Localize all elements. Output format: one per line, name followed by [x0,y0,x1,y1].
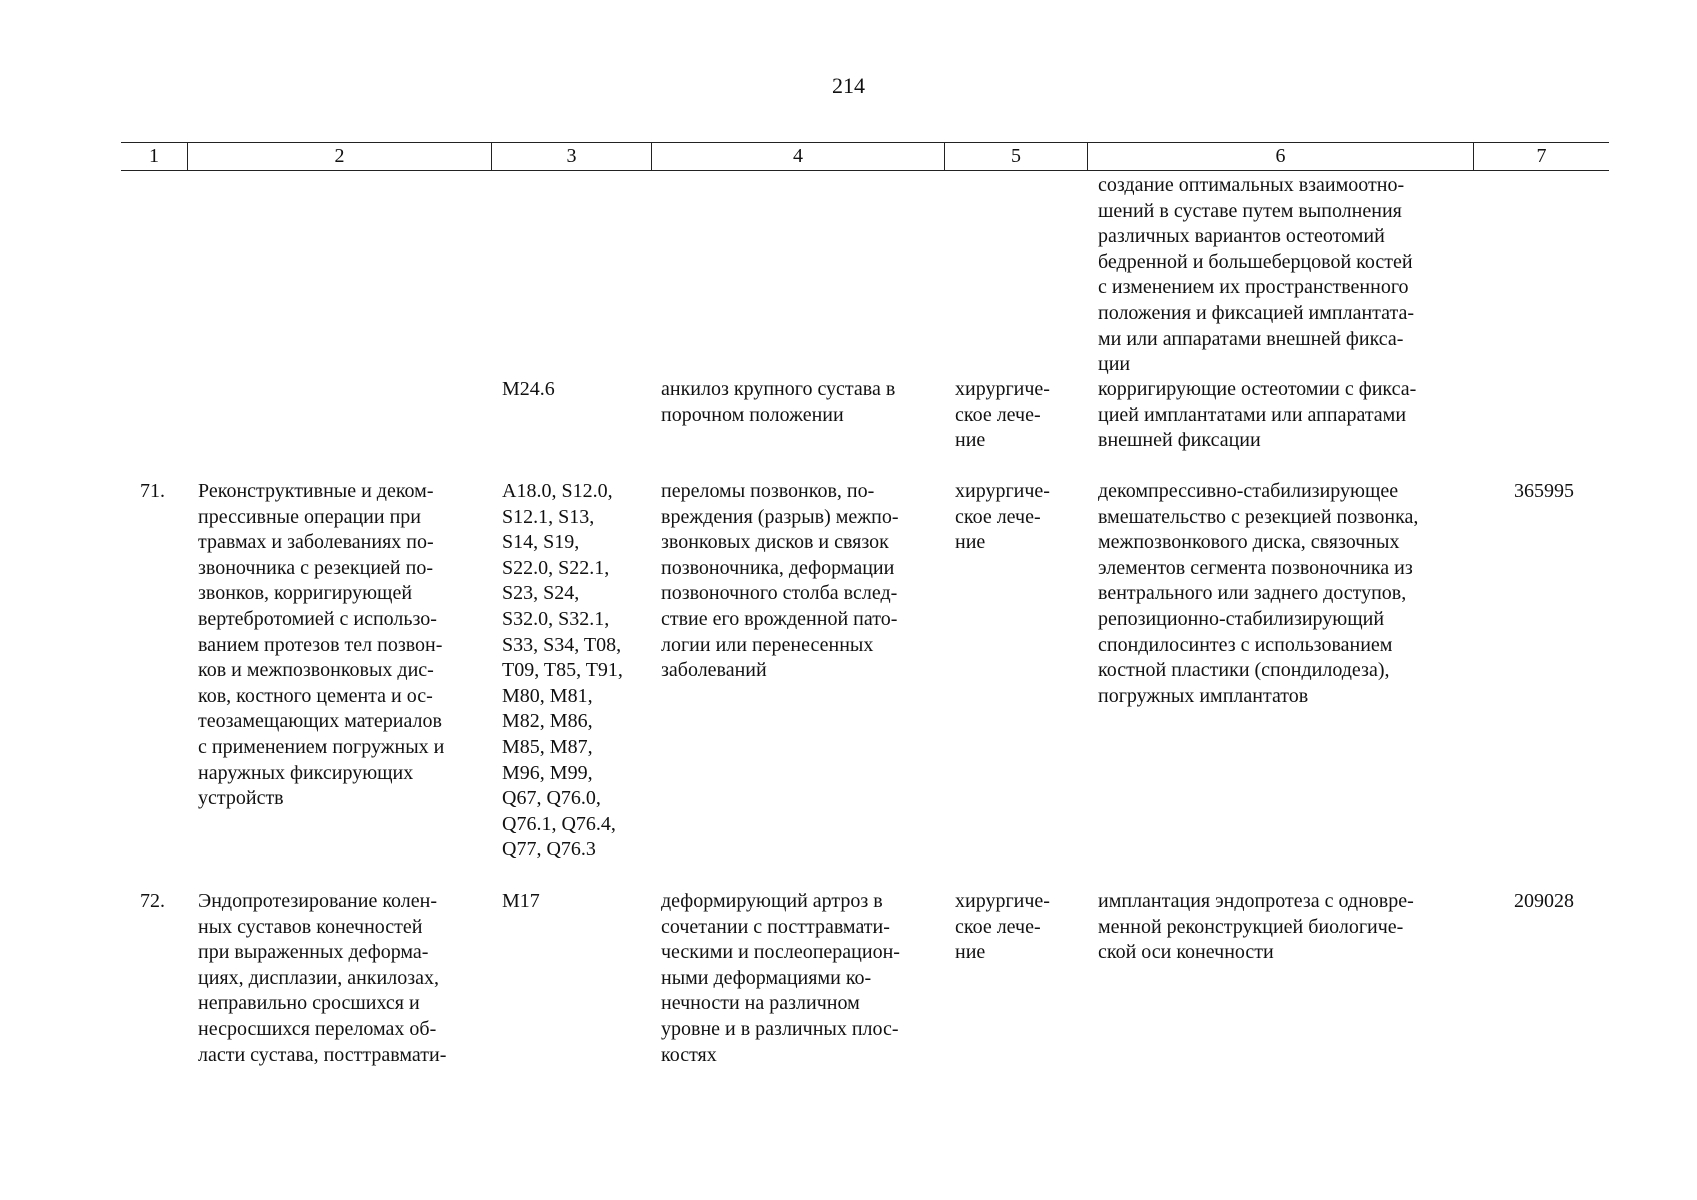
row-72-name [198,889,481,1068]
column-header-5: 5 [945,143,1088,170]
text-line: M96, M99, [502,761,593,784]
text-line: теозамещающих материалов [198,710,442,733]
text-line: ванием протезов тел позвон- [198,633,443,656]
row-m246-method [1098,377,1460,454]
text-line: звоночника с резекцией по- [198,556,433,579]
text-line: декомпрессивно-стабилизирующее [1098,480,1399,502]
row-72-treatment [955,889,1077,966]
text-line: внешней фиксации [1098,429,1261,452]
text-line: неправильно сросшихся и [198,992,420,1015]
column-header-6: 6 [1088,143,1474,170]
text-line: хирургиче- [955,480,1050,502]
text-line: S14, S19, [502,531,580,554]
text-line: менной реконструкцией биологиче- [1098,915,1404,938]
text-line: ское лече- [955,505,1041,528]
text-line: Q77, Q76.3 [502,838,596,861]
text-line: T09, T85, T91, [502,659,623,682]
text-line: ствие его врожденной пато- [661,607,898,630]
text-line: вентрального или заднего доступов, [1098,582,1407,605]
text-line: Q76.1, Q76.4, [502,812,616,835]
text-line: нечности на различном [661,992,860,1015]
text-line: S33, S34, T08, [502,633,622,656]
text-line: позвоночного столба вслед- [661,582,898,605]
text-line: M17 [502,890,540,912]
text-line: S12.1, S13, [502,505,595,528]
text-line: различных вариантов остеотомий [1098,225,1385,248]
row-71-number: 71. [140,480,165,502]
text-line: M82, M86, [502,710,593,733]
text-line: прессивные операции при [198,505,421,528]
text-line: ции [1098,353,1131,376]
row-72-model [661,889,934,1068]
text-line: M80, M81, [502,684,593,707]
text-line: звонков, корригирующей [198,582,413,605]
row-71-treatment [955,479,1077,556]
text-line: M85, M87, [502,735,593,758]
row-72-cost: 209028 [1514,890,1574,912]
column-header-1: 1 [121,143,188,170]
text-line: Реконструктивные и деком- [198,480,434,502]
text-line: A18.0, S12.0, [502,480,613,502]
row-m246-codes [502,377,642,403]
row-m246-treatment [955,377,1077,454]
text-line: вреждения (разрыв) межпо- [661,505,899,528]
text-line: ское лече- [955,403,1041,426]
text-line: устройств [198,787,284,810]
text-line: с изменением их пространственного [1098,276,1409,299]
text-line: вертебротомией с использо- [198,607,437,630]
text-line: заболеваний [661,659,767,682]
text-line: переломы позвонков, по- [661,480,875,502]
text-line: бедренной и большеберцовой костей [1098,250,1413,273]
text-line: ние [955,941,986,964]
text-line: S23, S24, [502,582,580,605]
text-line: логии или перенесенных [661,633,874,656]
row-72-codes [502,889,640,915]
text-line: ласти сустава, посттравмати- [198,1043,447,1066]
text-line: ние [955,531,986,554]
row-m246-model [661,377,934,428]
text-line: шений в суставе путем выполнения [1098,199,1402,222]
text-line: ных суставов конечностей [198,915,423,938]
row-71-model [661,479,934,684]
text-line: цией имплантатами или аппаратами [1098,403,1407,426]
text-line: несросшихся переломах об- [198,1017,437,1040]
text-line: ми или аппаратами внешней фикса- [1098,327,1404,350]
table-header-row [121,142,1609,171]
text-line: уровне и в различных плос- [661,1017,899,1040]
row-71-codes [502,479,640,863]
row-72-number: 72. [140,890,165,912]
text-line: положения и фиксацией имплантата- [1098,301,1415,324]
text-line: с применением погружных и [198,735,445,758]
row-72-method [1098,889,1460,966]
text-line: костях [661,1043,717,1066]
text-line: ние [955,429,986,452]
text-line: ское лече- [955,915,1041,938]
text-line: создание оптимальных взаимоотно- [1098,174,1405,196]
text-line: костной пластики (спондилодеза), [1098,659,1390,682]
method-continuation [1098,173,1460,378]
text-line: циях, дисплазии, анкилозах, [198,966,439,989]
text-line: звонковых дисков и связок [661,531,889,554]
column-header-4: 4 [652,143,945,170]
text-line: межпозвонкового диска, связочных [1098,531,1400,554]
text-line: ской оси конечности [1098,941,1274,964]
text-line: ков, костного цемента и ос- [198,684,433,707]
text-line: репозиционно-стабилизирующий [1098,607,1385,630]
text-line: хирургиче- [955,378,1050,400]
text-line: ческими и послеоперацион- [661,941,900,964]
text-line: хирургиче- [955,890,1050,912]
text-line: ков и межпозвонковых дис- [198,659,434,682]
text-line: M24.6 [502,378,555,400]
text-line: ными деформациями ко- [661,966,872,989]
text-line: элементов сегмента позвоночника из [1098,556,1413,579]
text-line: спондилосинтез с использованием [1098,633,1393,656]
column-header-7: 7 [1536,145,1547,167]
text-line: вмешательство с резекцией позвонка, [1098,505,1419,528]
text-line: деформирующий артроз в [661,890,883,912]
text-line: позвоночника, деформации [661,556,895,579]
text-line: анкилоз крупного сустава в [661,378,896,400]
text-line: Эндопротезирование колен- [198,890,437,912]
row-71-cost: 365995 [1514,480,1574,502]
row-71-method [1098,479,1460,709]
row-71-name [198,479,481,812]
text-line: имплантация эндопротеза с одновре- [1098,890,1414,912]
column-header-3: 3 [492,143,652,170]
text-line: наружных фиксирующих [198,761,414,784]
text-line: порочном положении [661,403,844,426]
column-header-2: 2 [188,143,492,170]
text-line: сочетании с посттравмати- [661,915,890,938]
text-line: корригирующие остеотомии с фикса- [1098,378,1417,400]
text-line: Q67, Q76.0, [502,787,601,810]
text-line: S32.0, S32.1, [502,607,610,630]
text-line: при выраженных деформа- [198,941,429,964]
text-line: травмах и заболеваниях по- [198,531,434,554]
text-line: S22.0, S22.1, [502,556,610,579]
page-number: 214 [832,73,865,98]
text-line: погружных имплантатов [1098,684,1309,707]
